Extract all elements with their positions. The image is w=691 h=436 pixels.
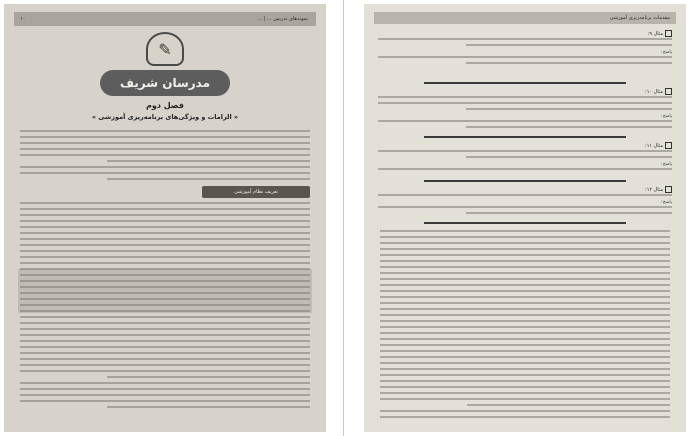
answer-label: پاسخ: — [661, 200, 672, 205]
paragraph-block — [20, 130, 310, 184]
checkbox-icon — [665, 186, 672, 193]
separator — [424, 180, 626, 182]
book-emblem-icon: ✎ — [146, 32, 184, 66]
question-block — [378, 142, 672, 174]
checkbox-icon — [665, 30, 672, 37]
question-label: مثال ۱۱: — [645, 143, 663, 149]
page-gutter — [343, 0, 344, 436]
subheading: تعریف نظام آموزشی — [202, 186, 310, 198]
paragraph-block — [380, 230, 670, 422]
brand-logo: مدرسان شریف — [100, 70, 230, 96]
answer-label: پاسخ: — [661, 162, 672, 167]
question-block — [378, 88, 672, 132]
checkbox-icon — [665, 88, 672, 95]
paragraph-block — [20, 202, 310, 412]
right-page — [364, 4, 686, 432]
running-head: ۱۰ نمونه‌های تدریس ... | ... — [14, 12, 316, 26]
answer-label: پاسخ: — [661, 50, 672, 55]
page-number: ۱۰ — [20, 16, 26, 22]
separator — [424, 222, 626, 224]
checkbox-icon — [665, 142, 672, 149]
question-label: مثال ۹: — [647, 31, 663, 37]
question-label: مثال ۱۲: — [645, 187, 663, 193]
section-number: فصل دوم — [146, 101, 184, 110]
separator — [424, 136, 626, 138]
question-block — [378, 30, 672, 68]
left-page — [4, 4, 326, 432]
chapter-title-bar: مقدمات برنامه‌ریزی آموزشی — [374, 12, 676, 24]
answer-label: پاسخ: — [661, 114, 672, 119]
question-block — [378, 186, 672, 218]
section-name: « الزامات و ویژگی‌های برنامه‌ریزی آموزشی » — [91, 113, 239, 121]
question-label: مثال ۱۰: — [645, 89, 663, 95]
separator — [424, 82, 626, 84]
